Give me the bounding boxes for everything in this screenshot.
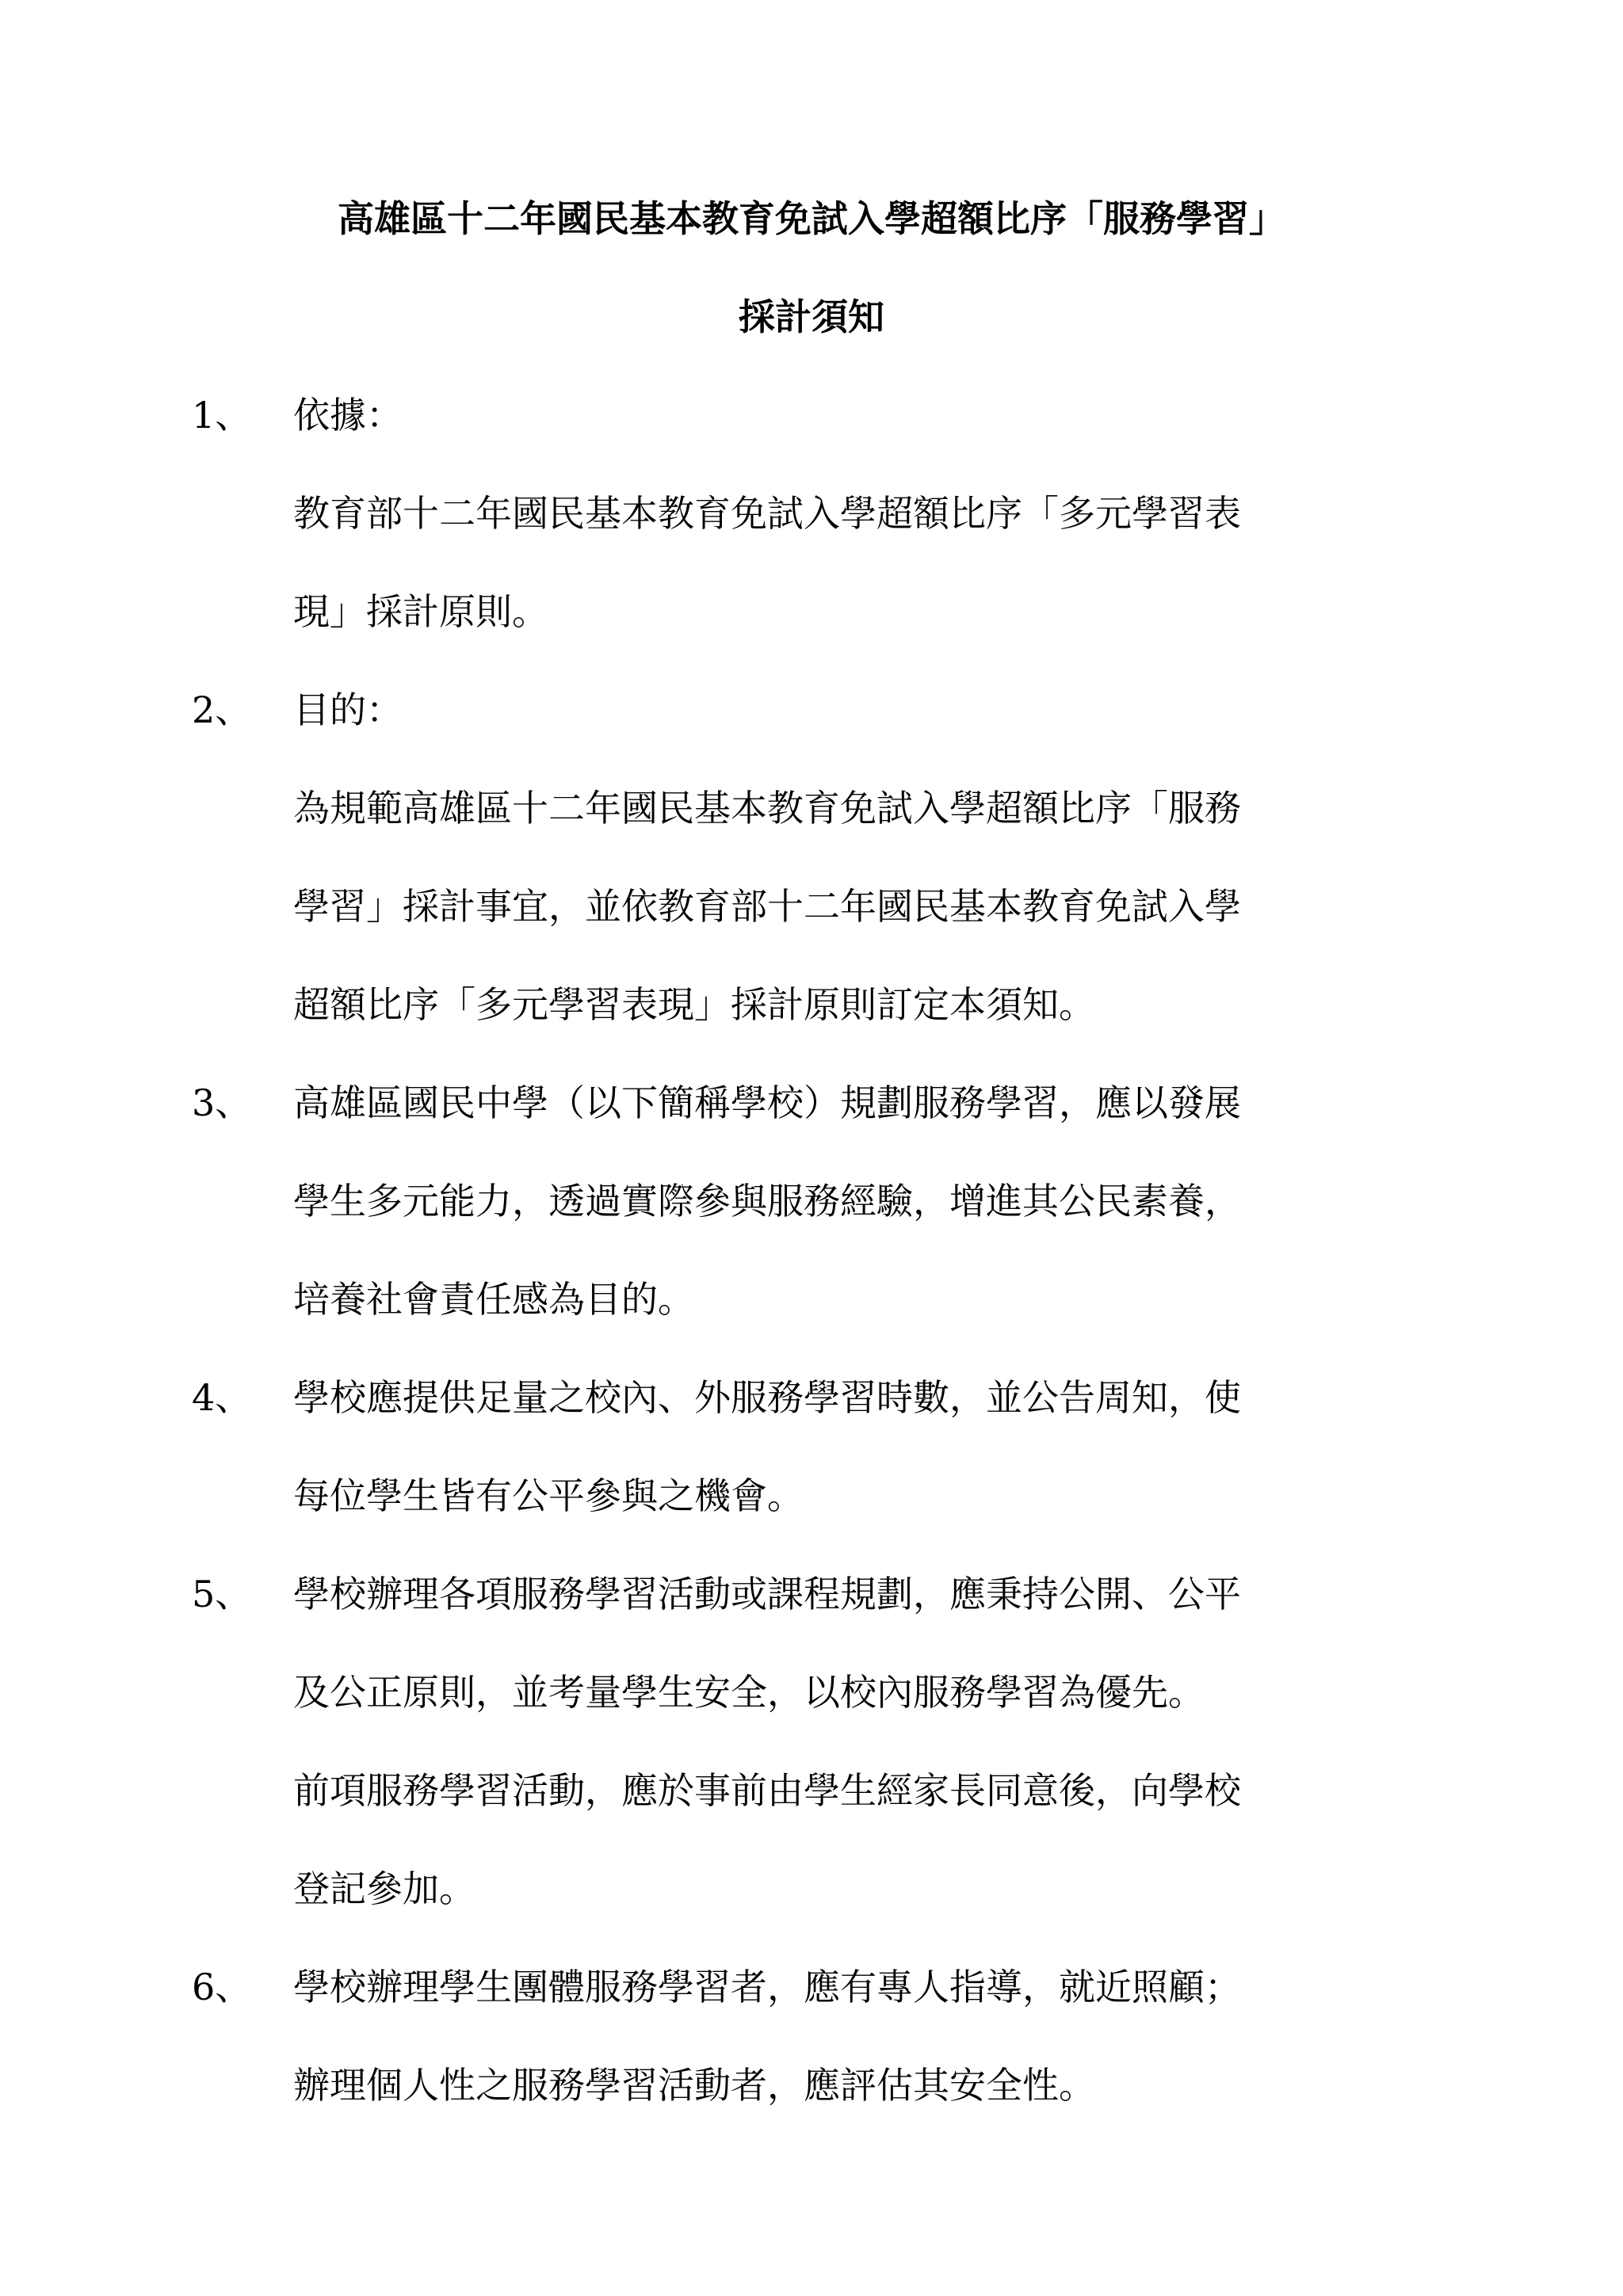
- section-text-line: 學校應提供足量之校內、外服務學習時數，並公告周知，使: [293, 1376, 1241, 1419]
- section-number: 3、: [192, 1081, 252, 1124]
- section-text-line: 培養社會責任感為目的。: [293, 1278, 694, 1321]
- section-heading: 依據：: [293, 394, 403, 437]
- section-text-line: 現」採計原則。: [293, 590, 548, 633]
- section-number: 5、: [192, 1573, 252, 1615]
- section-text-line: 每位學生皆有公平參與之機會。: [293, 1474, 804, 1517]
- section-text-line: 前項服務學習活動，應於事前由學生經家長同意後，向學校: [293, 1769, 1241, 1812]
- section-text-line: 高雄區國民中學（以下簡稱學校）規劃服務學習，應以發展: [293, 1081, 1241, 1124]
- section-text-line: 超額比序「多元學習表現」採計原則訂定本須知。: [293, 983, 1095, 1026]
- document-title-line-1: 高雄區十二年國民基本教育免試入學超額比序「服務學習」: [338, 197, 1285, 240]
- section-text-line: 教育部十二年國民基本教育免試入學超額比序「多元學習表: [293, 492, 1241, 535]
- document-title-line-2: 採計須知: [739, 296, 884, 338]
- section-number: 6、: [192, 1966, 252, 2008]
- section-text-line: 學習」採計事宜，並依教育部十二年國民基本教育免試入學: [293, 885, 1241, 928]
- section-text-line: 為規範高雄區十二年國民基本教育免試入學超額比序「服務: [293, 787, 1241, 830]
- section-text-line: 學校辦理學生團體服務學習者，應有專人指導，就近照顧；: [293, 1966, 1241, 2008]
- section-number: 1、: [192, 394, 252, 437]
- section-text-line: 登記參加。: [293, 1867, 475, 1910]
- section-number: 4、: [192, 1376, 252, 1419]
- section-text-line: 學校辦理各項服務學習活動或課程規劃，應秉持公開、公平: [293, 1573, 1241, 1615]
- section-heading: 目的：: [293, 688, 403, 731]
- section-text-line: 辦理個人性之服務學習活動者，應評估其安全性。: [293, 2064, 1095, 2107]
- section-text-line: 及公正原則，並考量學生安全，以校內服務學習為優先。: [293, 1671, 1205, 1714]
- section-number: 2、: [192, 688, 252, 731]
- section-text-line: 學生多元能力，透過實際參與服務經驗，增進其公民素養，: [293, 1180, 1241, 1222]
